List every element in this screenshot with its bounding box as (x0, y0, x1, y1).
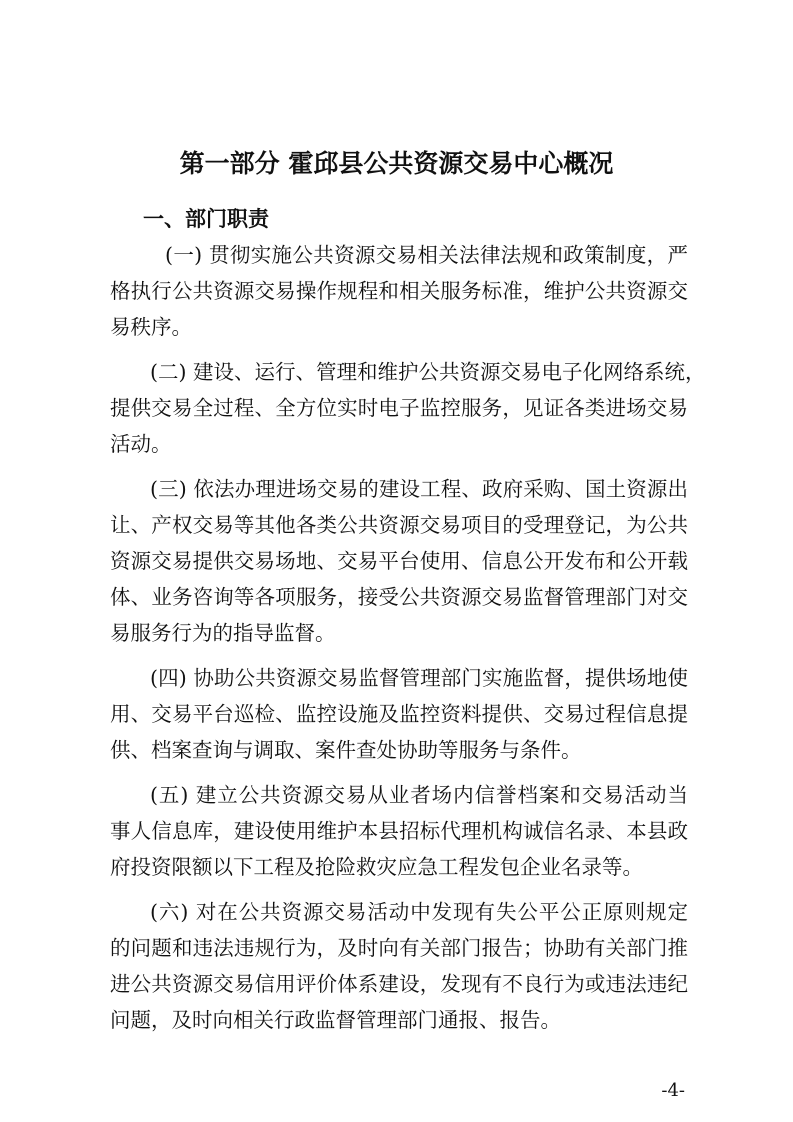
paragraph (110, 777, 688, 885)
section-heading: 一、部门职责 (143, 207, 269, 231)
paragraph (110, 471, 688, 651)
page-title: 第一部分 霍邱县公共资源交易中心概况 (179, 149, 614, 178)
paragraph-line: (六) 对在公共资源交易活动中发现有失公平公正原则规定 (150, 900, 688, 924)
paragraph-line: 提供交易全过程、全方位实时电子监控服务，见证各类进场交易 (110, 396, 688, 420)
paragraph-line: 进公共资源交易信用评价体系建设，发现有不良行为或违法违纪 (110, 972, 688, 996)
paragraph-line: (五) 建立公共资源交易从业者场内信誉档案和交易活动当 (150, 783, 688, 807)
paragraph (110, 354, 706, 462)
paragraph-line: 府投资限额以下工程及抢险救灾应急工程发包企业名录等。 (110, 855, 643, 879)
page-number: -4- (661, 1080, 685, 1101)
paragraph-line: 问题，及时向相关行政监督管理部门通报、报告。 (110, 1008, 561, 1032)
paragraph (110, 237, 688, 345)
paragraph-line: (一) 贯彻实施公共资源交易相关法律法规和政策制度，严 (165, 243, 688, 267)
paragraph-line: (三) 依法办理进场交易的建设工程、政府采购、国土资源出 (150, 477, 688, 501)
paragraph-line: 格执行公共资源交易操作规程和相关服务标准，维护公共资源交 (110, 279, 688, 303)
paragraph-line: 事人信息库，建设使用维护本县招标代理机构诚信名录、本县政 (110, 819, 688, 843)
paragraph-line: 活动。 (110, 432, 172, 456)
paragraph (110, 894, 688, 1038)
paragraph-line: 用、交易平台巡检、监控设施及监控资料提供、交易过程信息提 (110, 702, 688, 726)
paragraph-line: 供、档案查询与调取、案件查处协助等服务与条件。 (110, 738, 582, 762)
paragraph-line: (四) 协助公共资源交易监督管理部门实施监督，提供场地使 (150, 666, 688, 690)
paragraph-line: 易服务行为的指导监督。 (110, 621, 336, 645)
paragraph-line: (二) 建设、运行、管理和维护公共资源交易电子化网络系统， (150, 360, 706, 384)
paragraph-line: 的问题和违法违规行为，及时向有关部门报告；协助有关部门推 (110, 936, 688, 960)
paragraph-line: 让、产权交易等其他各类公共资源交易项目的受理登记，为公共 (110, 513, 688, 537)
paragraph-line: 易秩序。 (110, 315, 192, 339)
paragraph-line: 资源交易提供交易场地、交易平台使用、信息公开发布和公开载 (110, 549, 688, 573)
paragraph (110, 660, 688, 768)
paragraph-line: 体、业务咨询等各项服务，接受公共资源交易监督管理部门对交 (110, 585, 688, 609)
